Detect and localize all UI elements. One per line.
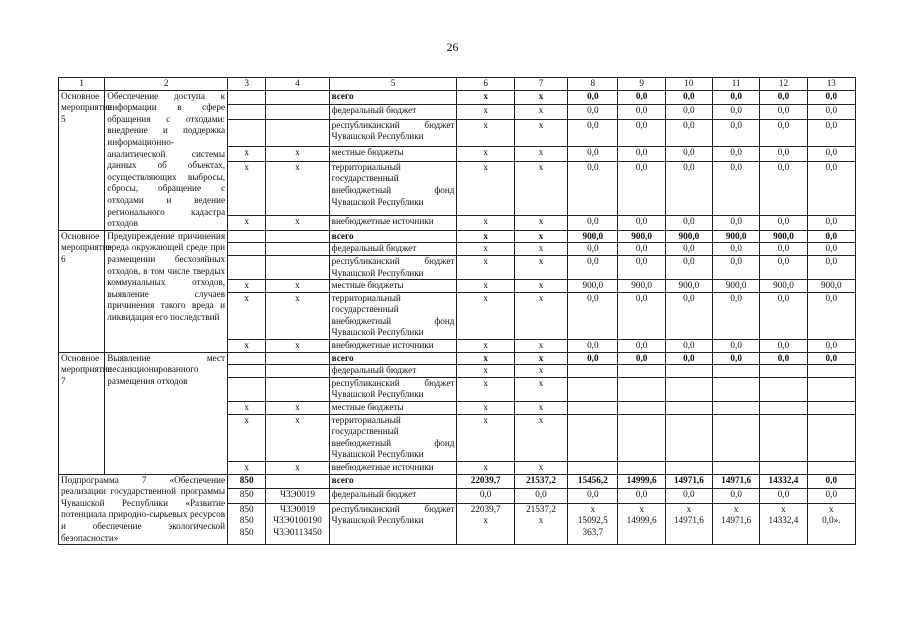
cell-year-value	[713, 377, 760, 401]
cell-year-value: 0,0	[568, 147, 618, 161]
cell-year-value: 900,0	[665, 230, 712, 243]
cell-year-value: x	[514, 340, 567, 353]
cell-year-value	[618, 402, 665, 415]
header-row	[59, 78, 856, 91]
cell-year-value: 0,0	[665, 147, 712, 161]
cell-year-value: 0,0	[514, 489, 567, 504]
cell-year-value: x	[457, 230, 514, 243]
cell-year-value	[665, 402, 712, 415]
cell-year-value: 900,0	[665, 280, 712, 293]
cell-year-value: x	[457, 280, 514, 293]
cell-year-value: 0,0	[618, 292, 665, 339]
cell-year-value: 0,0	[568, 340, 618, 353]
cell-target-code: x	[266, 216, 329, 231]
cell-year-value: 900,0	[568, 230, 618, 243]
cell-target-code	[266, 90, 329, 104]
cell-target-code: x	[266, 402, 329, 415]
cell-year-value: 0,0	[618, 105, 665, 119]
cell-year-value: 0,0	[713, 119, 760, 147]
cell-year-value: x	[514, 90, 567, 104]
cell-year-value: 0,0	[760, 147, 807, 161]
cell-year-value: 0,0	[760, 255, 807, 279]
cell-year-value: 0,0	[713, 352, 760, 365]
cell-target-code	[266, 230, 329, 243]
cell-year-value	[665, 414, 712, 461]
cell-year-value: 0,0	[568, 161, 618, 215]
cell-year-value: 0,0	[807, 147, 855, 161]
cell-target-code	[266, 365, 329, 378]
cell-grbs	[228, 230, 266, 243]
cell-year-value: x	[514, 352, 567, 365]
cell-year-value	[760, 414, 807, 461]
cell-year-value: 0,0	[665, 292, 712, 339]
cell-year-value	[568, 377, 618, 401]
cell-year-value: 15456,2	[568, 474, 618, 489]
cell-year-value: 0,0	[807, 352, 855, 365]
cell-target-code: x	[266, 161, 329, 215]
cell-grbs: x	[228, 462, 266, 475]
cell-year-value: 0,0	[807, 105, 855, 119]
event-description: Обеспечение доступа к информации в сфере обращения с отходами: внедрение и поддержка информационно-аналитической системы данных об объектах, осуществляющих выбросы, сбросы, обращение с отходами и ведение регионального кадастра отходов	[105, 90, 228, 230]
cell-year-value: 0,0	[807, 474, 855, 489]
page-number: 26	[446, 40, 459, 54]
cell-year-value	[713, 365, 760, 378]
cell-year-value: 0,0	[665, 90, 712, 104]
cell-funding-source: внебюджетные источники	[329, 340, 457, 353]
cell-year-value: x 0,0».	[807, 503, 855, 544]
cell-grbs: x	[228, 402, 266, 415]
cell-funding-source: местные бюджеты	[329, 402, 457, 415]
cell-year-value: 0,0	[618, 147, 665, 161]
cell-target-code: Ч3Э0019	[266, 489, 329, 504]
event-name: Основное мероприятие 7	[59, 352, 105, 474]
cell-grbs	[228, 105, 266, 119]
cell-year-value: 900,0	[713, 280, 760, 293]
cell-funding-source: территориальный государственный внебюджетный фонд Чувашской Республики	[329, 414, 457, 461]
cell-year-value	[665, 462, 712, 475]
cell-year-value: x	[457, 462, 514, 475]
cell-year-value: 0,0	[568, 489, 618, 504]
cell-year-value: x	[514, 243, 567, 256]
cell-year-value: 0,0	[665, 161, 712, 215]
cell-year-value	[713, 402, 760, 415]
cell-year-value: x	[457, 340, 514, 353]
cell-year-value: 21537,2 x	[514, 503, 567, 544]
cell-year-value	[760, 365, 807, 378]
cell-year-value: x	[457, 402, 514, 415]
cell-year-value: 0,0	[568, 216, 618, 231]
cell-year-value: 0,0	[807, 489, 855, 504]
cell-grbs	[228, 90, 266, 104]
cell-year-value: x	[514, 255, 567, 279]
cell-year-value: x	[457, 216, 514, 231]
cell-grbs: x	[228, 147, 266, 161]
cell-year-value: 0,0	[807, 255, 855, 279]
cell-target-code	[266, 243, 329, 256]
cell-year-value: 0,0	[713, 105, 760, 119]
header-cell: 11	[713, 78, 760, 91]
cell-year-value: 0,0	[760, 119, 807, 147]
cell-year-value: x 14971,6	[713, 503, 760, 544]
cell-year-value: 0,0	[807, 119, 855, 147]
cell-year-value	[665, 365, 712, 378]
cell-grbs: x	[228, 161, 266, 215]
cell-year-value: 0,0	[807, 216, 855, 231]
cell-grbs: 850	[228, 474, 266, 489]
cell-year-value	[568, 462, 618, 475]
cell-funding-source: всего	[329, 352, 457, 365]
cell-year-value: 0,0	[713, 340, 760, 353]
cell-year-value: 0,0	[568, 255, 618, 279]
cell-year-value: 0,0	[665, 352, 712, 365]
cell-year-value: 0,0	[618, 352, 665, 365]
cell-year-value	[760, 377, 807, 401]
cell-funding-source: внебюджетные источники	[329, 216, 457, 231]
cell-year-value	[568, 365, 618, 378]
cell-year-value: 21537,2	[514, 474, 567, 489]
cell-year-value: 0,0	[568, 119, 618, 147]
cell-year-value: x	[514, 377, 567, 401]
cell-year-value: x	[457, 90, 514, 104]
cell-year-value: 0,0	[760, 161, 807, 215]
cell-year-value	[713, 462, 760, 475]
cell-funding-source: федеральный бюджет	[329, 365, 457, 378]
cell-year-value: 22039,7 x	[457, 503, 514, 544]
table-row	[59, 90, 856, 104]
cell-funding-source: республиканский бюджет Чувашской Республики	[329, 503, 457, 544]
cell-year-value: 0,0	[713, 489, 760, 504]
cell-target-code: x	[266, 280, 329, 293]
cell-year-value: 14332,4	[760, 474, 807, 489]
cell-year-value: 14999,6	[618, 474, 665, 489]
event-description: Выявление мест несанкционированного размещения отходов	[105, 352, 228, 474]
cell-grbs: 850 850 850	[228, 503, 266, 544]
cell-target-code: Ч3Э0019 Ч3Э0100190 Ч3Э0113450	[266, 503, 329, 544]
cell-year-value: x 14999,6	[618, 503, 665, 544]
cell-year-value: 0,0	[760, 105, 807, 119]
cell-year-value: 0,0	[618, 340, 665, 353]
cell-year-value: 0,0	[760, 243, 807, 256]
cell-year-value: 0,0	[665, 340, 712, 353]
cell-year-value: 0,0	[568, 90, 618, 104]
cell-year-value: 0,0	[760, 352, 807, 365]
cell-year-value: 0,0	[713, 161, 760, 215]
cell-target-code: x	[266, 340, 329, 353]
cell-year-value: x	[457, 119, 514, 147]
cell-grbs	[228, 243, 266, 256]
header-cell: 7	[514, 78, 567, 91]
cell-funding-source: республиканский бюджет Чувашской Республики	[329, 377, 457, 401]
cell-target-code: x	[266, 414, 329, 461]
cell-year-value: x	[514, 216, 567, 231]
header-cell: 1	[59, 78, 105, 91]
cell-year-value: 900,0	[618, 230, 665, 243]
cell-grbs: x	[228, 216, 266, 231]
cell-target-code	[266, 352, 329, 365]
cell-year-value: 0,0	[760, 90, 807, 104]
cell-year-value: x	[514, 280, 567, 293]
cell-year-value: x	[457, 365, 514, 378]
header-cell: 8	[568, 78, 618, 91]
cell-year-value	[618, 365, 665, 378]
cell-year-value: x	[514, 105, 567, 119]
cell-funding-source: республиканский бюджет Чувашской Республики	[329, 119, 457, 147]
cell-grbs: x	[228, 414, 266, 461]
cell-year-value: 900,0	[713, 230, 760, 243]
header-cell: 5	[329, 78, 457, 91]
cell-target-code	[266, 474, 329, 489]
cell-year-value: 0,0	[807, 243, 855, 256]
cell-year-value: 0,0	[618, 216, 665, 231]
header-cell: 9	[618, 78, 665, 91]
cell-year-value: x 14971,6	[665, 503, 712, 544]
cell-year-value	[568, 402, 618, 415]
cell-grbs: x	[228, 280, 266, 293]
subprogram-description: Подпрограмма 7 «Обеспечение реализации государственной программы Чувашской Республики «Развитие потенциала природно-сырьевых ресурсов и обеспечение экологической безопасности»	[59, 474, 228, 545]
cell-year-value: 900,0	[807, 280, 855, 293]
cell-year-value	[760, 462, 807, 475]
cell-grbs	[228, 352, 266, 365]
cell-year-value: 0,0	[618, 161, 665, 215]
cell-year-value: 900,0	[618, 280, 665, 293]
event-description: Предупреждение причинения вреда окружающей среде при размещении бесхозяйных отходов, в том числе твердых коммунальных отходов, выявление случаев причинения такого вреда и ликвидация его последствий	[105, 230, 228, 352]
cell-year-value: 0,0	[618, 255, 665, 279]
cell-year-value: x	[457, 377, 514, 401]
cell-year-value: 0,0	[807, 340, 855, 353]
cell-target-code: x	[266, 147, 329, 161]
cell-grbs: x	[228, 292, 266, 339]
cell-funding-source: всего	[329, 90, 457, 104]
cell-funding-source: местные бюджеты	[329, 147, 457, 161]
cell-funding-source: федеральный бюджет	[329, 489, 457, 504]
cell-year-value	[568, 414, 618, 461]
cell-year-value	[618, 462, 665, 475]
cell-year-value	[618, 414, 665, 461]
cell-year-value: 0,0	[760, 292, 807, 339]
cell-year-value: x 14332,4	[760, 503, 807, 544]
cell-target-code	[266, 377, 329, 401]
cell-year-value: 0,0	[665, 243, 712, 256]
cell-funding-source: федеральный бюджет	[329, 105, 457, 119]
header-cell: 3	[228, 78, 266, 91]
cell-year-value: 0,0	[760, 340, 807, 353]
cell-year-value: x	[514, 365, 567, 378]
cell-year-value	[807, 377, 855, 401]
cell-funding-source: территориальный государственный внебюджетный фонд Чувашской Республики	[329, 161, 457, 215]
cell-year-value: 0,0	[807, 292, 855, 339]
header-cell: 6	[457, 78, 514, 91]
cell-year-value: x	[514, 119, 567, 147]
cell-year-value: 0,0	[807, 230, 855, 243]
cell-year-value: x	[514, 462, 567, 475]
cell-funding-source: республиканский бюджет Чувашской Республики	[329, 255, 457, 279]
cell-target-code	[266, 105, 329, 119]
cell-year-value: x	[457, 414, 514, 461]
event-name: Основное мероприятие 5	[59, 90, 105, 230]
cell-target-code	[266, 119, 329, 147]
cell-year-value: 0,0	[568, 292, 618, 339]
cell-year-value: 0,0	[568, 243, 618, 256]
cell-grbs: x	[228, 340, 266, 353]
cell-year-value: 0,0	[665, 255, 712, 279]
cell-year-value	[807, 402, 855, 415]
cell-year-value: x	[457, 255, 514, 279]
cell-year-value: 0,0	[618, 90, 665, 104]
cell-year-value: 0,0	[665, 105, 712, 119]
cell-target-code	[266, 255, 329, 279]
cell-target-code: x	[266, 292, 329, 339]
cell-year-value: x	[457, 243, 514, 256]
cell-year-value	[618, 377, 665, 401]
cell-year-value: 0,0	[713, 147, 760, 161]
cell-year-value: 0,0	[618, 119, 665, 147]
cell-year-value	[807, 365, 855, 378]
table-row	[59, 230, 856, 243]
cell-year-value: x	[514, 292, 567, 339]
cell-year-value: 0,0	[665, 489, 712, 504]
cell-year-value: 900,0	[760, 280, 807, 293]
cell-year-value	[713, 414, 760, 461]
cell-funding-source: внебюджетные источники	[329, 462, 457, 475]
header-cell: 12	[760, 78, 807, 91]
cell-year-value: 0,0	[713, 90, 760, 104]
cell-year-value: 0,0	[568, 105, 618, 119]
cell-grbs	[228, 119, 266, 147]
header-cell: 10	[665, 78, 712, 91]
cell-year-value: 0,0	[760, 489, 807, 504]
table-row	[59, 474, 856, 489]
cell-target-code: x	[266, 462, 329, 475]
cell-year-value: x	[514, 230, 567, 243]
cell-year-value: x	[457, 105, 514, 119]
cell-year-value: x	[514, 147, 567, 161]
table-row	[59, 352, 856, 365]
cell-year-value: 0,0	[457, 489, 514, 504]
cell-year-value: 0,0	[760, 216, 807, 231]
cell-year-value	[760, 402, 807, 415]
cell-year-value: 0,0	[665, 119, 712, 147]
budget-table	[58, 77, 856, 545]
cell-funding-source: территориальный государственный внебюджетный фонд Чувашской Республики	[329, 292, 457, 339]
event-name: Основное мероприятие 6	[59, 230, 105, 352]
cell-year-value: x	[457, 352, 514, 365]
header-cell: 2	[105, 78, 228, 91]
cell-grbs	[228, 365, 266, 378]
cell-year-value: 0,0	[713, 255, 760, 279]
cell-year-value: x	[514, 161, 567, 215]
cell-year-value: x	[457, 161, 514, 215]
cell-year-value: 0,0	[568, 352, 618, 365]
cell-funding-source: местные бюджеты	[329, 280, 457, 293]
cell-year-value: x	[514, 414, 567, 461]
header-cell: 13	[807, 78, 855, 91]
cell-year-value: 0,0	[618, 489, 665, 504]
cell-year-value: 900,0	[568, 280, 618, 293]
cell-year-value: 0,0	[713, 216, 760, 231]
cell-year-value: 0,0	[713, 243, 760, 256]
cell-year-value: 0,0	[713, 292, 760, 339]
cell-grbs: 850	[228, 489, 266, 504]
cell-funding-source: всего	[329, 230, 457, 243]
cell-funding-source: всего	[329, 474, 457, 489]
cell-year-value: 0,0	[618, 243, 665, 256]
cell-year-value	[807, 414, 855, 461]
cell-year-value: x 15092,5 363,7	[568, 503, 618, 544]
cell-year-value: x	[457, 292, 514, 339]
cell-year-value: 0,0	[665, 216, 712, 231]
cell-grbs	[228, 255, 266, 279]
cell-year-value: 14971,6	[665, 474, 712, 489]
cell-funding-source: федеральный бюджет	[329, 243, 457, 256]
cell-year-value: 900,0	[760, 230, 807, 243]
cell-year-value: x	[514, 402, 567, 415]
cell-year-value: 0,0	[807, 161, 855, 215]
cell-year-value: 22039,7	[457, 474, 514, 489]
cell-year-value: x	[457, 147, 514, 161]
cell-year-value	[665, 377, 712, 401]
header-cell: 4	[266, 78, 329, 91]
cell-grbs	[228, 377, 266, 401]
cell-year-value: 14971,6	[713, 474, 760, 489]
cell-year-value	[807, 462, 855, 475]
cell-year-value: 0,0	[807, 90, 855, 104]
